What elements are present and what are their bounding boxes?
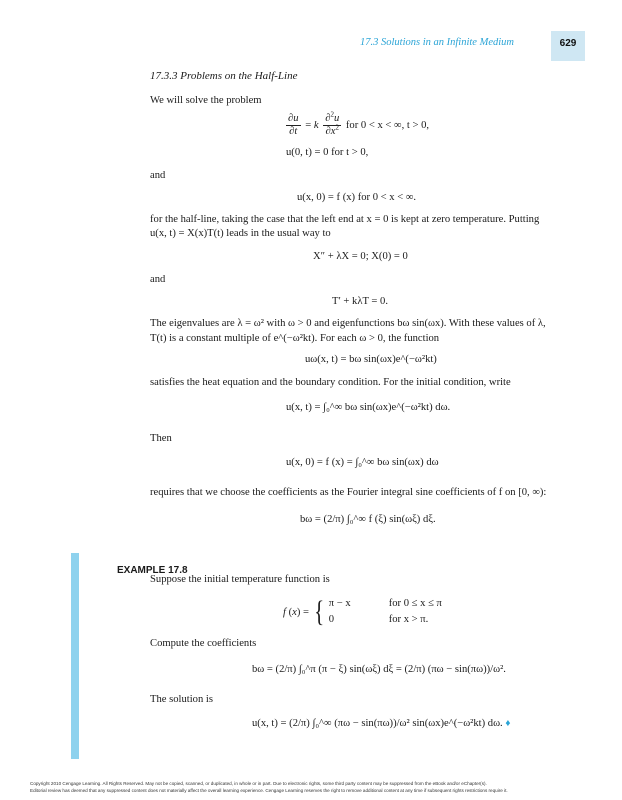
paragraph-2-line-2: T(t) is a constant multiple of e^(−ω²kt). For each ω > 0, the function	[150, 333, 440, 344]
paragraph-4: requires that we choose the coefficients as the Fourier integral sine coefficients of f on [0, ∞):	[150, 487, 547, 498]
example-intro: Suppose the initial temperature function is	[150, 574, 330, 585]
running-header-title: 17.3 Solutions in an Infinite Medium	[360, 37, 514, 48]
boundary-condition: u(0, t) = 0 for t > 0,	[286, 147, 369, 158]
u-initial-integral: u(x, 0) = f (x) = ∫₀^∞ bω sin(ωx) dω	[286, 457, 439, 468]
paragraph-2-line-1: The eigenvalues are λ = ω² with ω > 0 and eigenfunctions bω sin(ωx). With these values of λ,	[150, 318, 546, 329]
solution-equation	[252, 718, 510, 729]
heat-equation: $\frac{\partial u}{\partial t}$ = k $\frac{\partial^2u}{\partial x^2}$ for 0 < x < ∞, t > 0,	[288, 110, 430, 137]
initial-condition: u(x, 0) = f (x) for 0 < x < ∞.	[297, 192, 417, 203]
d2u-dx2-fraction: $\frac{\partial^2u}{\partial x^2}$	[325, 110, 340, 137]
case-2-condition: for x > π.	[388, 614, 429, 625]
du-dt-fraction: $\frac{\partial u}{\partial t}$	[288, 113, 299, 137]
x-equation: X″ + λX = 0; X(0) = 0	[313, 251, 408, 262]
case-2-expression: 0	[328, 614, 335, 625]
u-integral-equation: u(x, t) = ∫₀^∞ bω sin(ωx)e^(−ω²kt) dω.	[286, 402, 451, 413]
solution-label: The solution is	[150, 694, 213, 705]
example-label: EXAMPLE 17.8	[117, 565, 188, 576]
paragraph-1-line-1: for the half-line, taking the case that the left end at x = 0 is kept at zero temperature. Putting	[150, 214, 540, 225]
pde-condition: for 0 < x < ∞, t > 0,	[345, 119, 430, 131]
case-1-condition: for 0 ≤ x ≤ π	[388, 598, 442, 609]
section-heading: 17.3.3 Problems on the Half-Line	[150, 70, 298, 82]
left-brace: {	[313, 595, 324, 628]
u-omega-equation: uω(x, t) = bω sin(ωx)e^(−ω²kt)	[305, 354, 437, 365]
coefficient-equation: bω = (2/π) ∫₀^π (π − ξ) sin(ωξ) dξ = (2/π) (πω − sin(πω))/ω².	[252, 664, 506, 675]
end-of-example-diamond-icon: ♦	[505, 718, 511, 729]
then-text: Then	[150, 433, 172, 444]
b-omega-equation: bω = (2/π) ∫₀^∞ f (ξ) sin(ωξ) dξ.	[300, 514, 436, 525]
example-side-bar	[71, 553, 79, 759]
case-1-expression: π − x	[328, 598, 351, 609]
t-equation: T′ + kλT = 0.	[332, 296, 388, 307]
solution-formula: u(x, t) = (2/π) ∫₀^∞ (πω − sin(πω))/ω² sin(ωx)e^(−ω²kt) dω.	[252, 718, 503, 729]
intro-text: We will solve the problem	[150, 95, 262, 106]
copyright-line-1: Copyright 2010 Cengage Learning. All Rights Reserved. May not be copied, scanned, or duplicated, in whole or in part. Due to electronic rights, some third party content may be suppressed from the eBook and/or eChapter(s).	[30, 781, 487, 786]
paragraph-3: satisfies the heat equation and the boundary condition. For the initial condition, write	[150, 377, 511, 388]
paragraph-1-line-2: u(x, t) = X(x)T(t) leads in the usual way to	[150, 228, 331, 239]
compute-text: Compute the coefficients	[150, 638, 257, 649]
and-text-2: and	[150, 274, 166, 285]
copyright-line-2: Editorial review has deemed that any suppressed content does not materially affect the overall learning experience. Cengage Learning reserves the right to remove additional content at any time if subsequent rights restrictions require it.	[30, 788, 508, 793]
page-number: 629	[559, 38, 577, 49]
piecewise-function: f (x) = { π − x for 0 ≤ x ≤ π 0 for x > π.	[283, 595, 442, 628]
and-text-1: and	[150, 170, 166, 181]
